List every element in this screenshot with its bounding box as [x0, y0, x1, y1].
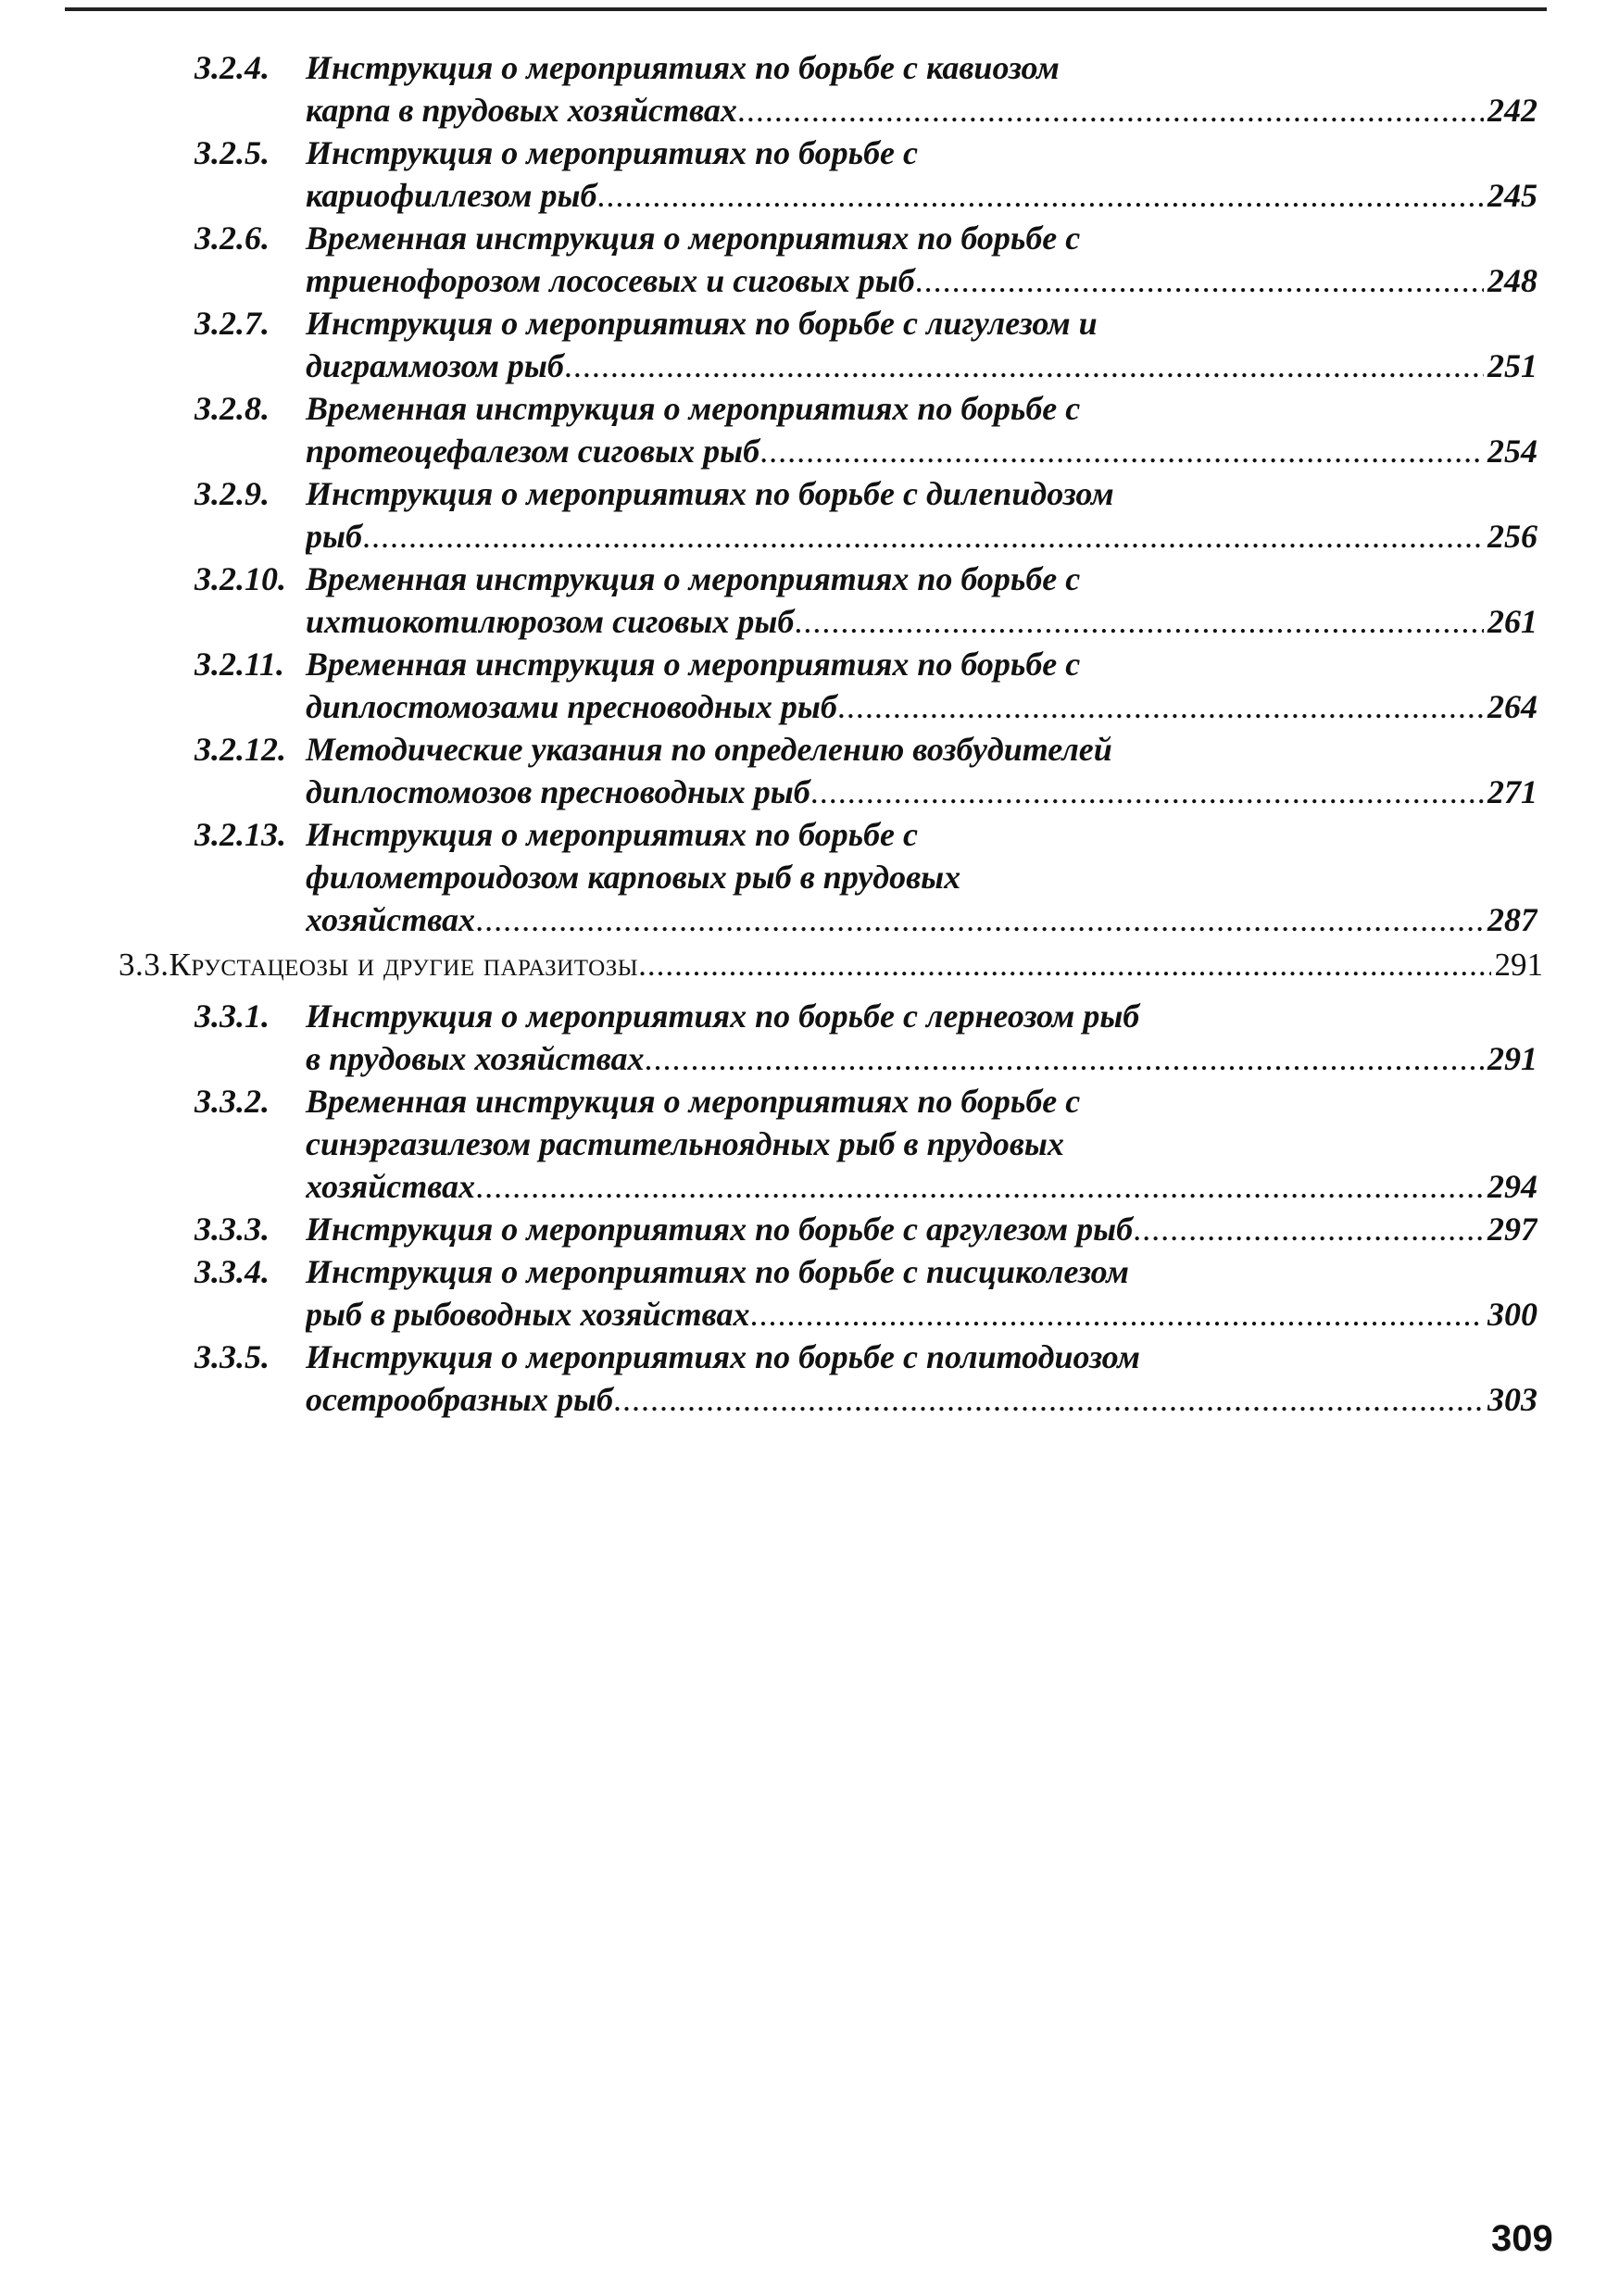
toc-entry[interactable] — [0, 1250, 1619, 1336]
entry-page: 271 — [1487, 773, 1537, 810]
entry-title-line: Инструкция о мероприятиях по борьбе с дилепидозом — [306, 475, 1114, 512]
entry-last-line — [306, 685, 1537, 728]
dot-leader — [794, 600, 1484, 643]
entry-last-line — [306, 89, 1537, 132]
table-of-contents — [0, 46, 1619, 1421]
entry-title-end: диплостомозов пресноводных рыб — [306, 773, 810, 810]
dot-leader — [737, 89, 1484, 132]
entry-last-line — [306, 771, 1537, 813]
toc-entry[interactable] — [0, 387, 1619, 472]
dot-leader — [837, 685, 1484, 728]
entry-number: 3.2.13. — [195, 816, 286, 853]
section-number: 3.3. — [119, 947, 169, 983]
entry-last-line — [306, 345, 1537, 387]
toc-entry[interactable] — [0, 46, 1619, 132]
entry-title-line: Инструкция о мероприятиях по борьбе с политодиозом — [306, 1338, 1140, 1375]
entry-title-end: диплостомозами пресноводных рыб — [306, 688, 837, 725]
entry-number: 3.3.1. — [195, 997, 270, 1035]
toc-entry[interactable] — [0, 728, 1619, 813]
entry-number: 3.2.11. — [195, 646, 285, 683]
entry-last-line — [306, 430, 1537, 472]
entry-title-line: синэргазилезом растительноядных рыб в прудовых — [306, 1125, 1064, 1162]
entry-title-end: хозяйствах — [306, 901, 476, 938]
entry-title-line: Инструкция о мероприятиях по борьбе с — [306, 134, 918, 171]
dot-leader — [644, 1037, 1484, 1080]
toc-entry[interactable] — [0, 1080, 1619, 1208]
entry-last-line — [306, 259, 1537, 302]
entry-last-line — [306, 515, 1537, 558]
entry-page: 264 — [1487, 688, 1537, 725]
toc-entry[interactable] — [0, 472, 1619, 558]
dot-leader — [1133, 1208, 1484, 1250]
entry-title-end: в прудовых хозяйствах — [306, 1040, 645, 1077]
entry-title-line: филометроидозом карповых рыб в прудовых — [306, 859, 961, 896]
entry-title-end: карпа в прудовых хозяйствах — [306, 92, 737, 129]
entry-title-line: Временная инструкция о мероприятиях по борьбе с — [306, 646, 1081, 683]
dot-leader — [750, 1293, 1484, 1336]
toc-entry[interactable] — [0, 1208, 1619, 1250]
entry-number: 3.3.4. — [195, 1253, 270, 1290]
entry-page: 256 — [1487, 518, 1537, 555]
toc-entry[interactable] — [0, 813, 1619, 941]
entry-number: 3.2.7. — [195, 305, 270, 342]
entry-title-line: Инструкция о мероприятиях по борьбе с писциколезом — [306, 1253, 1129, 1290]
toc-entry[interactable] — [0, 995, 1619, 1080]
entry-title-end: хозяйствах — [306, 1168, 476, 1205]
entry-page: 254 — [1487, 433, 1537, 470]
entry-number: 3.3.5. — [195, 1338, 270, 1375]
entry-title-line: Инструкция о мероприятиях по борьбе с кавиозом — [306, 49, 1060, 86]
toc-entry[interactable] — [0, 558, 1619, 643]
dot-leader — [638, 947, 1490, 984]
entry-title-end: рыб — [306, 518, 362, 555]
entry-title-line: Инструкция о мероприятиях по борьбе с — [306, 816, 918, 853]
toc-entry[interactable] — [0, 217, 1619, 302]
entry-title-line: Методические указания по определению возбудителей — [306, 731, 1112, 768]
dot-leader — [596, 174, 1484, 217]
toc-entry[interactable] — [0, 643, 1619, 728]
entry-page: 261 — [1487, 603, 1537, 640]
toc-section-line — [119, 947, 1543, 984]
entry-number: 3.2.10. — [195, 560, 286, 597]
entry-last-line — [306, 1037, 1537, 1080]
entry-last-line — [306, 898, 1537, 941]
entry-page: 245 — [1487, 177, 1537, 214]
entry-last-line — [306, 1208, 1537, 1250]
entry-title-line: Временная инструкция о мероприятиях по борьбе с — [306, 220, 1081, 257]
entry-number: 3.2.12. — [195, 731, 286, 768]
entry-page: 303 — [1487, 1381, 1537, 1418]
entry-page: 242 — [1487, 92, 1537, 129]
entry-number: 3.2.5. — [195, 134, 270, 171]
entry-number: 3.2.6. — [195, 220, 270, 257]
entry-title-line: Инструкция о мероприятиях по борьбе с лигулезом и — [306, 305, 1098, 342]
entry-last-line — [306, 1165, 1537, 1208]
toc-entry[interactable] — [0, 132, 1619, 217]
entry-title-end: диграммозом рыб — [306, 347, 564, 384]
section-title: Крустацеозы и другие паразитозы — [169, 947, 639, 983]
entry-page: 291 — [1487, 1040, 1537, 1077]
entry-page: 297 — [1487, 1211, 1537, 1248]
top-rule — [65, 7, 1547, 11]
page-number: 309 — [1491, 2218, 1553, 2259]
dot-leader — [915, 259, 1484, 302]
dot-leader — [475, 1165, 1484, 1208]
entry-last-line — [306, 174, 1537, 217]
toc-entry[interactable] — [0, 1336, 1619, 1421]
section-page: 291 — [1494, 947, 1543, 983]
entry-number: 3.2.9. — [195, 475, 270, 512]
entry-title-line: Временная инструкция о мероприятиях по борьбе с — [306, 560, 1081, 597]
entry-last-line — [306, 1378, 1537, 1421]
entry-number: 3.2.8. — [195, 390, 270, 427]
entry-title-end: протеоцефалезом сиговых рыб — [306, 433, 760, 470]
entry-title-end: осетрообразных рыб — [306, 1381, 613, 1418]
entry-title-end: Инструкция о мероприятиях по борьбе с аргулезом рыб — [306, 1211, 1134, 1248]
dot-leader — [810, 771, 1484, 813]
entry-page: 300 — [1487, 1296, 1537, 1333]
entry-title-line: Временная инструкция о мероприятиях по борьбе с — [306, 1083, 1081, 1120]
entry-title-line: Инструкция о мероприятиях по борьбе с лернеозом рыб — [306, 997, 1140, 1035]
entry-number: 3.3.2. — [195, 1083, 270, 1120]
entry-last-line — [306, 600, 1537, 643]
entry-title-end: триенофорозом лососевых и сиговых рыб — [306, 262, 915, 299]
entry-title-end: ихтиокотилюрозом сиговых рыб — [306, 603, 795, 640]
dot-leader — [362, 515, 1484, 558]
entry-page: 294 — [1487, 1168, 1537, 1205]
entry-title-end: рыб в рыбоводных хозяйствах — [306, 1296, 750, 1333]
dot-leader — [564, 345, 1484, 387]
entry-title-line: Временная инструкция о мероприятиях по борьбе с — [306, 390, 1081, 427]
entry-page: 251 — [1487, 347, 1537, 384]
toc-entry[interactable] — [0, 302, 1619, 387]
toc-section[interactable] — [0, 947, 1619, 991]
entry-page: 287 — [1487, 901, 1537, 938]
entry-number: 3.2.4. — [195, 49, 270, 86]
entry-last-line — [306, 1293, 1537, 1336]
dot-leader — [759, 430, 1484, 472]
dot-leader — [613, 1378, 1484, 1421]
dot-leader — [475, 898, 1484, 941]
entry-number: 3.3.3. — [195, 1211, 270, 1248]
entry-title-end: кариофиллезом рыб — [306, 177, 597, 214]
entry-page: 248 — [1487, 262, 1537, 299]
